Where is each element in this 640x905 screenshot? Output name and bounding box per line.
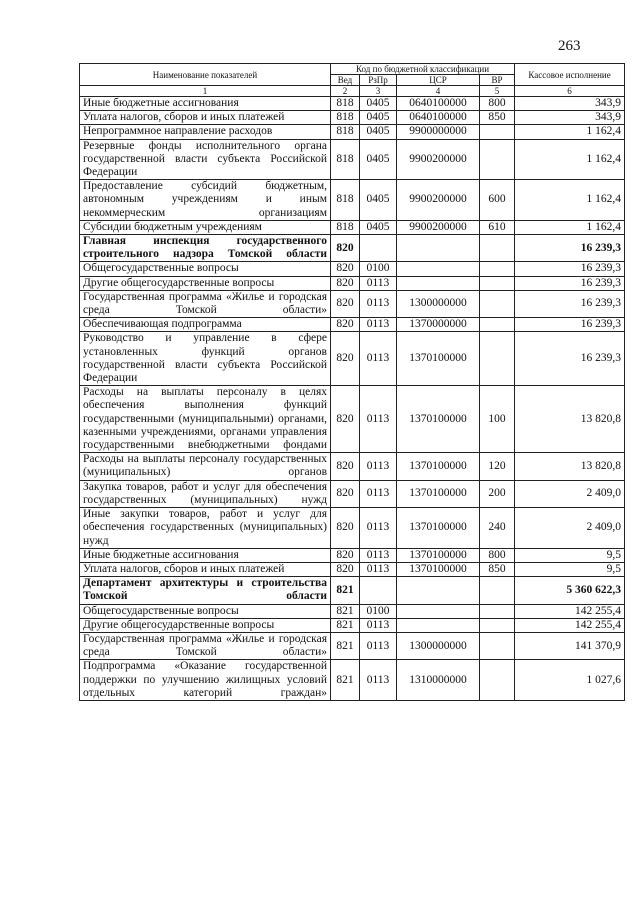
- row-csr: 9900000000: [397, 125, 480, 139]
- row-name: Департамент архитектуры и строительства Томской области: [80, 577, 331, 604]
- row-vr: 200: [480, 480, 515, 507]
- row-amount: 2 409,0: [515, 508, 625, 549]
- row-csr: [397, 618, 480, 632]
- column-numbers-row: [80, 86, 625, 97]
- column-number: 2: [331, 86, 360, 97]
- row-ved: 818: [331, 139, 360, 180]
- row-amount: 2 409,0: [515, 480, 625, 507]
- row-rzpr: 0100: [360, 604, 397, 618]
- row-csr: 1310000000: [397, 660, 480, 701]
- row-name: Государственная программа «Жилье и городская среда Томской области»: [80, 632, 331, 659]
- row-csr: 1370000000: [397, 318, 480, 332]
- table-row: [80, 111, 625, 125]
- row-name: Руководство и управление в сфере установленных функций органов государственной власти субъекта Российской Федерации: [80, 332, 331, 386]
- row-csr: 9900200000: [397, 220, 480, 234]
- row-rzpr: [360, 577, 397, 604]
- row-rzpr: 0405: [360, 97, 397, 111]
- table-row: [80, 480, 625, 507]
- row-vr: 800: [480, 548, 515, 562]
- row-amount: 141 370,9: [515, 632, 625, 659]
- row-csr: 1370100000: [397, 562, 480, 576]
- row-vr: [480, 125, 515, 139]
- row-rzpr: 0113: [360, 453, 397, 480]
- row-csr: 9900200000: [397, 180, 480, 221]
- row-csr: 1300000000: [397, 290, 480, 317]
- header-amount: Кассовое исполнение: [515, 64, 625, 86]
- row-name: Предоставление субсидий бюджетным, автономным учреждениям и иным некоммерческим организациям: [80, 180, 331, 221]
- row-name: Общегосударственные вопросы: [80, 262, 331, 276]
- row-ved: 821: [331, 632, 360, 659]
- row-csr: [397, 235, 480, 262]
- row-ved: 821: [331, 660, 360, 701]
- row-name: Закупка товаров, работ и услуг для обеспечения государственных (муниципальных) нужд: [80, 480, 331, 507]
- row-csr: 0640100000: [397, 111, 480, 125]
- row-csr: 1300000000: [397, 632, 480, 659]
- row-amount: 16 239,3: [515, 276, 625, 290]
- header-rzpr: РзПр: [360, 75, 397, 86]
- row-rzpr: 0113: [360, 480, 397, 507]
- table-row: [80, 125, 625, 139]
- row-rzpr: 0405: [360, 220, 397, 234]
- row-name: Другие общегосударственные вопросы: [80, 276, 331, 290]
- row-vr: [480, 577, 515, 604]
- row-amount: 1 027,6: [515, 660, 625, 701]
- row-vr: [480, 276, 515, 290]
- row-csr: 1370100000: [397, 386, 480, 453]
- row-name: Обеспечивающая подпрограмма: [80, 318, 331, 332]
- table-row: [80, 660, 625, 701]
- row-csr: [397, 604, 480, 618]
- row-amount: 16 239,3: [515, 262, 625, 276]
- row-vr: [480, 318, 515, 332]
- row-rzpr: 0113: [360, 632, 397, 659]
- row-amount: 5 360 622,3: [515, 577, 625, 604]
- row-vr: [480, 618, 515, 632]
- row-name: Расходы на выплаты персоналу государственных (муниципальных) органов: [80, 453, 331, 480]
- row-amount: 1 162,4: [515, 220, 625, 234]
- row-amount: 343,9: [515, 111, 625, 125]
- row-vr: 240: [480, 508, 515, 549]
- table-row: [80, 235, 625, 262]
- row-ved: 820: [331, 480, 360, 507]
- table-row: [80, 632, 625, 659]
- table-row: [80, 548, 625, 562]
- row-rzpr: 0405: [360, 125, 397, 139]
- row-vr: 600: [480, 180, 515, 221]
- row-rzpr: 0405: [360, 111, 397, 125]
- row-vr: 800: [480, 97, 515, 111]
- row-ved: 820: [331, 332, 360, 386]
- row-csr: 9900200000: [397, 139, 480, 180]
- row-ved: 821: [331, 577, 360, 604]
- row-name: Главная инспекция государственного строительного надзора Томской области: [80, 235, 331, 262]
- header-name: Наименование показателей: [80, 64, 331, 86]
- row-amount: 13 820,8: [515, 386, 625, 453]
- row-ved: 820: [331, 508, 360, 549]
- row-vr: [480, 235, 515, 262]
- row-name: Подпрограмма «Оказание государственной поддержки по улучшению жилищных условий отдельных категорий граждан»: [80, 660, 331, 701]
- row-name: Уплата налогов, сборов и иных платежей: [80, 111, 331, 125]
- row-vr: [480, 290, 515, 317]
- row-vr: [480, 332, 515, 386]
- row-rzpr: 0405: [360, 180, 397, 221]
- column-number: 3: [360, 86, 397, 97]
- row-name: Иные бюджетные ассигнования: [80, 97, 331, 111]
- row-csr: 1370100000: [397, 508, 480, 549]
- table-row: [80, 220, 625, 234]
- row-vr: [480, 262, 515, 276]
- row-rzpr: 0100: [360, 262, 397, 276]
- table-row: [80, 618, 625, 632]
- header-ved: Вед: [331, 75, 360, 86]
- row-name: Субсидии бюджетным учреждениям: [80, 220, 331, 234]
- row-rzpr: 0113: [360, 276, 397, 290]
- row-ved: 820: [331, 548, 360, 562]
- row-csr: 1370100000: [397, 480, 480, 507]
- column-number: 5: [480, 86, 515, 97]
- row-vr: 100: [480, 386, 515, 453]
- row-csr: 1370100000: [397, 453, 480, 480]
- row-ved: 818: [331, 111, 360, 125]
- row-ved: 820: [331, 276, 360, 290]
- row-amount: 1 162,4: [515, 139, 625, 180]
- row-rzpr: 0113: [360, 508, 397, 549]
- header-vr: ВР: [480, 75, 515, 86]
- row-ved: 820: [331, 386, 360, 453]
- row-ved: 820: [331, 290, 360, 317]
- table-row: [80, 508, 625, 549]
- row-ved: 818: [331, 97, 360, 111]
- table-row: [80, 180, 625, 221]
- row-name: Расходы на выплаты персоналу в целях обеспечения выполнения функций государственными (муниципальными) органами, казенными учреждениями, органами управления государственными внебюджетными фондами: [80, 386, 331, 453]
- row-ved: 818: [331, 125, 360, 139]
- column-number: 4: [397, 86, 480, 97]
- row-vr: [480, 632, 515, 659]
- table-row: [80, 318, 625, 332]
- row-csr: [397, 577, 480, 604]
- row-ved: 818: [331, 180, 360, 221]
- row-rzpr: [360, 235, 397, 262]
- row-name: Иные бюджетные ассигнования: [80, 548, 331, 562]
- row-rzpr: 0405: [360, 139, 397, 180]
- row-amount: 1 162,4: [515, 125, 625, 139]
- row-vr: [480, 139, 515, 180]
- row-rzpr: 0113: [360, 548, 397, 562]
- table-row: [80, 97, 625, 111]
- row-amount: 16 239,3: [515, 290, 625, 317]
- row-rzpr: 0113: [360, 290, 397, 317]
- table-row: [80, 604, 625, 618]
- row-rzpr: 0113: [360, 618, 397, 632]
- header-csr: ЦСР: [397, 75, 480, 86]
- row-name: Резервные фонды исполнительного органа государственной власти субъекта Российской Федерации: [80, 139, 331, 180]
- row-csr: [397, 262, 480, 276]
- row-name: Непрограммное направление расходов: [80, 125, 331, 139]
- row-ved: 818: [331, 220, 360, 234]
- row-name: Иные закупки товаров, работ и услуг для обеспечения государственных (муниципальных) нужд: [80, 508, 331, 549]
- row-csr: 1370100000: [397, 548, 480, 562]
- row-amount: 16 239,3: [515, 318, 625, 332]
- row-amount: 16 239,3: [515, 235, 625, 262]
- row-amount: 16 239,3: [515, 332, 625, 386]
- table-row: [80, 332, 625, 386]
- row-rzpr: 0113: [360, 386, 397, 453]
- row-amount: 13 820,8: [515, 453, 625, 480]
- table-row: [80, 577, 625, 604]
- table-row: [80, 139, 625, 180]
- row-ved: 820: [331, 235, 360, 262]
- row-csr: 0640100000: [397, 97, 480, 111]
- row-name: Другие общегосударственные вопросы: [80, 618, 331, 632]
- row-amount: 343,9: [515, 97, 625, 111]
- row-vr: 850: [480, 562, 515, 576]
- row-ved: 820: [331, 453, 360, 480]
- row-name: Уплата налогов, сборов и иных платежей: [80, 562, 331, 576]
- row-csr: [397, 276, 480, 290]
- row-vr: 850: [480, 111, 515, 125]
- row-rzpr: 0113: [360, 318, 397, 332]
- row-ved: 820: [331, 562, 360, 576]
- row-rzpr: 0113: [360, 332, 397, 386]
- row-rzpr: 0113: [360, 660, 397, 701]
- row-ved: 821: [331, 618, 360, 632]
- row-amount: 9,5: [515, 562, 625, 576]
- column-number: 1: [80, 86, 331, 97]
- row-ved: 821: [331, 604, 360, 618]
- row-ved: 820: [331, 318, 360, 332]
- row-rzpr: 0113: [360, 562, 397, 576]
- row-vr: 120: [480, 453, 515, 480]
- row-vr: [480, 604, 515, 618]
- table-row: [80, 276, 625, 290]
- row-amount: 1 162,4: [515, 180, 625, 221]
- table-row: [80, 262, 625, 276]
- row-csr: 1370100000: [397, 332, 480, 386]
- table-row: [80, 562, 625, 576]
- table-row: [80, 453, 625, 480]
- table-row: [80, 290, 625, 317]
- row-name: Государственная программа «Жилье и городская среда Томской области»: [80, 290, 331, 317]
- budget-table: [79, 63, 625, 701]
- row-amount: 142 255,4: [515, 618, 625, 632]
- row-vr: [480, 660, 515, 701]
- page-number: 263: [558, 38, 581, 54]
- header-code-group: Код по бюджетной классификации: [331, 64, 515, 75]
- row-amount: 142 255,4: [515, 604, 625, 618]
- column-number: 6: [515, 86, 625, 97]
- row-ved: 820: [331, 262, 360, 276]
- row-name: Общегосударственные вопросы: [80, 604, 331, 618]
- row-amount: 9,5: [515, 548, 625, 562]
- table-row: [80, 386, 625, 453]
- row-vr: 610: [480, 220, 515, 234]
